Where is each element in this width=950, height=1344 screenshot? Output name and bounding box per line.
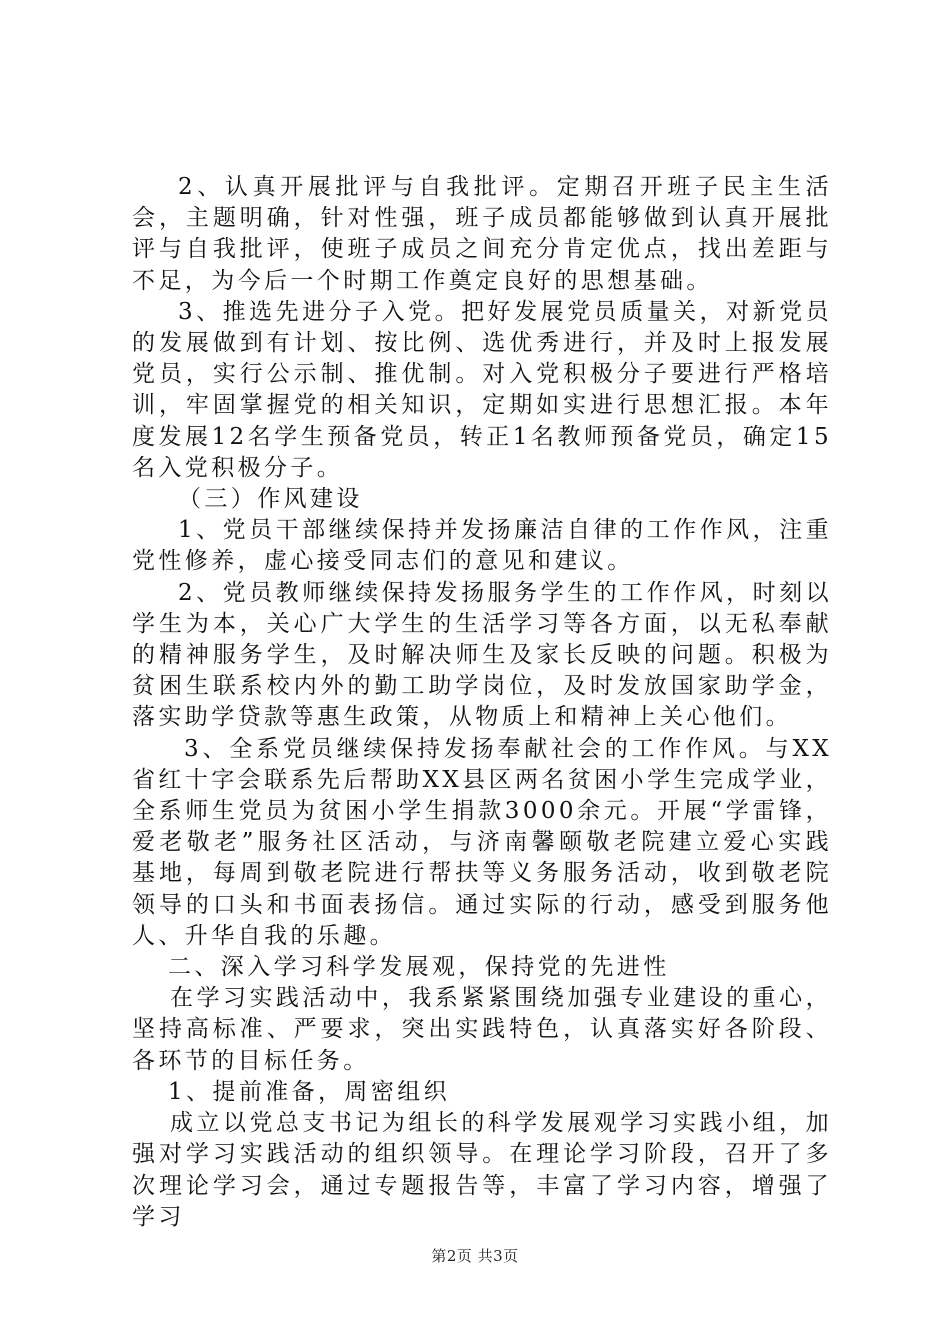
section-heading-scientific-development: 二、深入学习科学发展观，保持党的先进性 <box>168 954 670 981</box>
paragraph-cadre-integrity: 1、党员干部继续保持并发扬廉洁自律的工作作风，注重党性修养，虚心接受同志们的意见和建议。 <box>132 517 832 575</box>
page-number-footer: 第2页 共3页 <box>431 1247 519 1265</box>
paragraph-practice-activity: 在学习实践活动中，我系紧紧围绕加强专业建设的重心，坚持高标准、严要求，突出实践特色，认真落实好各阶段、各环节的目标任务。 <box>132 985 832 1074</box>
paragraph-party-recruitment: 3、推选先进分子入党。把好发展党员质量关，对新党员的发展做到有计划、按比例、选优秀进行，并及时上报发展党员，实行公示制、推优制。对入党积极分子要进行严格培训，牢固掌握党的相关知识，定期如实进行思想汇报。本年度发展12名学生预备党员，转正1名教师预备党员，确定15名入党积极分子。 <box>132 298 832 481</box>
paragraph-study-group: 成立以党总支书记为组长的科学发展观学习实践小组，加强对学习实践活动的组织领导。在理论学习阶段，召开了多次理论学习会，通过专题报告等，丰富了学习内容，增强了学习 <box>132 1110 832 1230</box>
section-heading-work-style: （三）作风建设 <box>178 486 363 513</box>
paragraph-teacher-service: 2、党员教师继续保持发扬服务学生的工作作风，时刻以学生为本，关心广大学生的生活学习等各方面，以无私奉献的精神服务学生，及时解决师生及家长反映的问题。积极为贫困生联系校内外的勤工助学岗位，及时发放国家助学金，落实助学贷款等惠生政策，从物质上和精神上关心他们。 <box>132 579 832 731</box>
paragraph-social-service: 3、全系党员继续保持发扬奉献社会的工作作风。与XX省红十字会联系先后帮助XX县区两名贫困小学生完成学业，全系师生党员为贫困小学生捐款3000余元。开展“学雷锋，爱老敬老”服务社区活动，与济南馨颐敬老院建立爱心实践基地，每周到敬老院进行帮扶等义务服务活动，收到敬老院领导的口头和书面表扬信。通过实际的行动，感受到服务他人、升华自我的乐趣。 <box>132 735 832 949</box>
paragraph-self-criticism: 2、认真开展批评与自我批评。定期召开班子民主生活会，主题明确，针对性强，班子成员都能够做到认真开展批评与自我批评，使班子成员之间充分肯定优点，找出差距与不足，为今后一个时期工作奠定良好的思想基础。 <box>132 174 832 294</box>
subheading-preparation: 1、提前准备，周密组织 <box>168 1078 451 1105</box>
document-body <box>132 172 832 1233</box>
